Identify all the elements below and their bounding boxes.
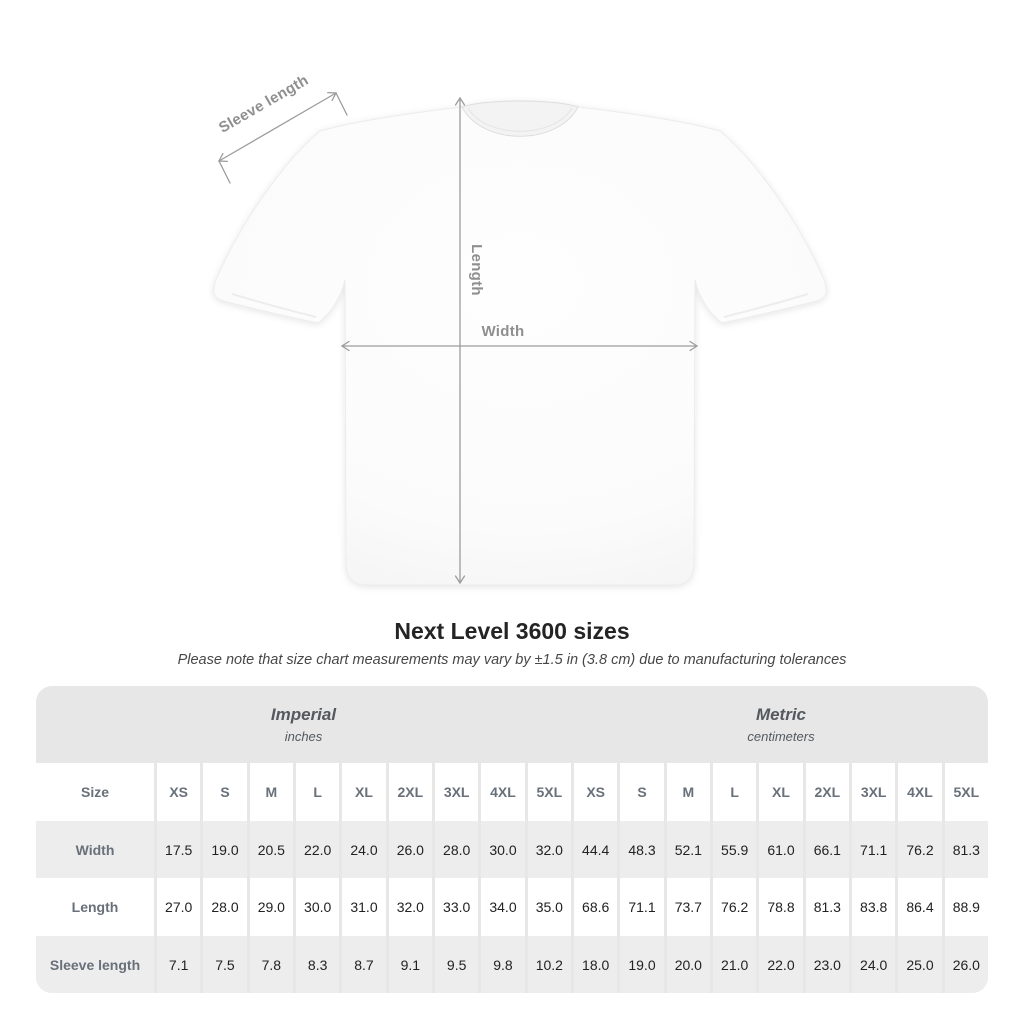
column-header: 4XL <box>898 763 941 821</box>
table-cell: 61.0 <box>759 821 802 878</box>
table-cell: 22.0 <box>759 936 802 993</box>
metric-unit: centimeters <box>747 729 815 744</box>
table-cell: 22.0 <box>296 821 339 878</box>
column-header: S <box>203 763 246 821</box>
column-header: 3XL <box>435 763 478 821</box>
table-cell: 78.8 <box>759 878 802 936</box>
table-cell: 73.7 <box>667 878 710 936</box>
table-cell: 68.6 <box>574 878 617 936</box>
table-cell: 35.0 <box>528 878 571 936</box>
table-cell: 20.0 <box>667 936 710 993</box>
table-cell: 29.0 <box>250 878 293 936</box>
size-column-header: Size <box>36 763 154 821</box>
column-header: 4XL <box>481 763 524 821</box>
table-cell: 17.5 <box>157 821 200 878</box>
column-header: XS <box>574 763 617 821</box>
table-cell: 9.1 <box>389 936 432 993</box>
table-cell: 81.3 <box>806 878 849 936</box>
column-header: L <box>713 763 756 821</box>
table-cell: 71.1 <box>852 821 895 878</box>
table-cell: 21.0 <box>713 936 756 993</box>
table-cell: 8.3 <box>296 936 339 993</box>
table-cell: 52.1 <box>667 821 710 878</box>
column-header: M <box>250 763 293 821</box>
table-cell: 76.2 <box>898 821 941 878</box>
column-header: XL <box>759 763 802 821</box>
metric-group-header <box>574 686 988 763</box>
imperial-group-header <box>36 686 571 763</box>
tshirt-image <box>214 101 827 585</box>
table-cell: 9.8 <box>481 936 524 993</box>
page-title: Next Level 3600 sizes <box>394 618 630 644</box>
imperial-unit: inches <box>284 729 323 744</box>
table-cell: 66.1 <box>806 821 849 878</box>
table-cell: 26.0 <box>945 936 988 993</box>
table-cell: 10.2 <box>528 936 571 993</box>
row-label-width: Width <box>36 821 154 878</box>
column-header: 5XL <box>945 763 988 821</box>
row-label-length: Length <box>36 878 154 936</box>
table-cell: 19.0 <box>620 936 663 993</box>
table-cell: 9.5 <box>435 936 478 993</box>
column-header: L <box>296 763 339 821</box>
table-cell: 34.0 <box>481 878 524 936</box>
sleeve-length-label: Sleeve length <box>215 71 312 137</box>
table-cell: 71.1 <box>620 878 663 936</box>
column-header: 2XL <box>389 763 432 821</box>
table-cell: 19.0 <box>203 821 246 878</box>
table-cell: 55.9 <box>713 821 756 878</box>
column-header: 3XL <box>852 763 895 821</box>
table-cell: 30.0 <box>481 821 524 878</box>
row-label-sleeve-length: Sleeve length <box>36 936 154 993</box>
table-cell: 33.0 <box>435 878 478 936</box>
table-cell: 7.8 <box>250 936 293 993</box>
table-cell: 27.0 <box>157 878 200 936</box>
table-cell: 18.0 <box>574 936 617 993</box>
table-cell: 8.7 <box>342 936 385 993</box>
table-cell: 26.0 <box>389 821 432 878</box>
width-label: Width <box>481 323 525 340</box>
table-cell: 32.0 <box>389 878 432 936</box>
table-cell: 28.0 <box>435 821 478 878</box>
table-cell: 81.3 <box>945 821 988 878</box>
column-header: 5XL <box>528 763 571 821</box>
table-cell: 20.5 <box>250 821 293 878</box>
table-cell: 32.0 <box>528 821 571 878</box>
table-cell: 86.4 <box>898 878 941 936</box>
metric-label: Metric <box>755 705 807 724</box>
column-header: M <box>667 763 710 821</box>
table-cell: 30.0 <box>296 878 339 936</box>
heading-block <box>0 618 1024 668</box>
table-cell: 28.0 <box>203 878 246 936</box>
tolerance-note: Please note that size chart measurements may vary by ±1.5 in (3.8 cm) due to manufacturing tolerances <box>177 652 847 668</box>
table-cell: 24.0 <box>852 936 895 993</box>
column-header: 2XL <box>806 763 849 821</box>
table-cell: 7.1 <box>157 936 200 993</box>
length-label: Length <box>468 244 485 296</box>
table-cell: 48.3 <box>620 821 663 878</box>
table-cell: 24.0 <box>342 821 385 878</box>
table-cell: 23.0 <box>806 936 849 993</box>
table-cell: 88.9 <box>945 878 988 936</box>
table-cell: 76.2 <box>713 878 756 936</box>
column-header: S <box>620 763 663 821</box>
imperial-label: Imperial <box>270 705 337 724</box>
table-cell: 25.0 <box>898 936 941 993</box>
table-cell: 44.4 <box>574 821 617 878</box>
column-header: XS <box>157 763 200 821</box>
size-chart-table <box>36 686 988 993</box>
table-cell: 31.0 <box>342 878 385 936</box>
table-cell: 7.5 <box>203 936 246 993</box>
column-header: XL <box>342 763 385 821</box>
table-cell: 83.8 <box>852 878 895 936</box>
